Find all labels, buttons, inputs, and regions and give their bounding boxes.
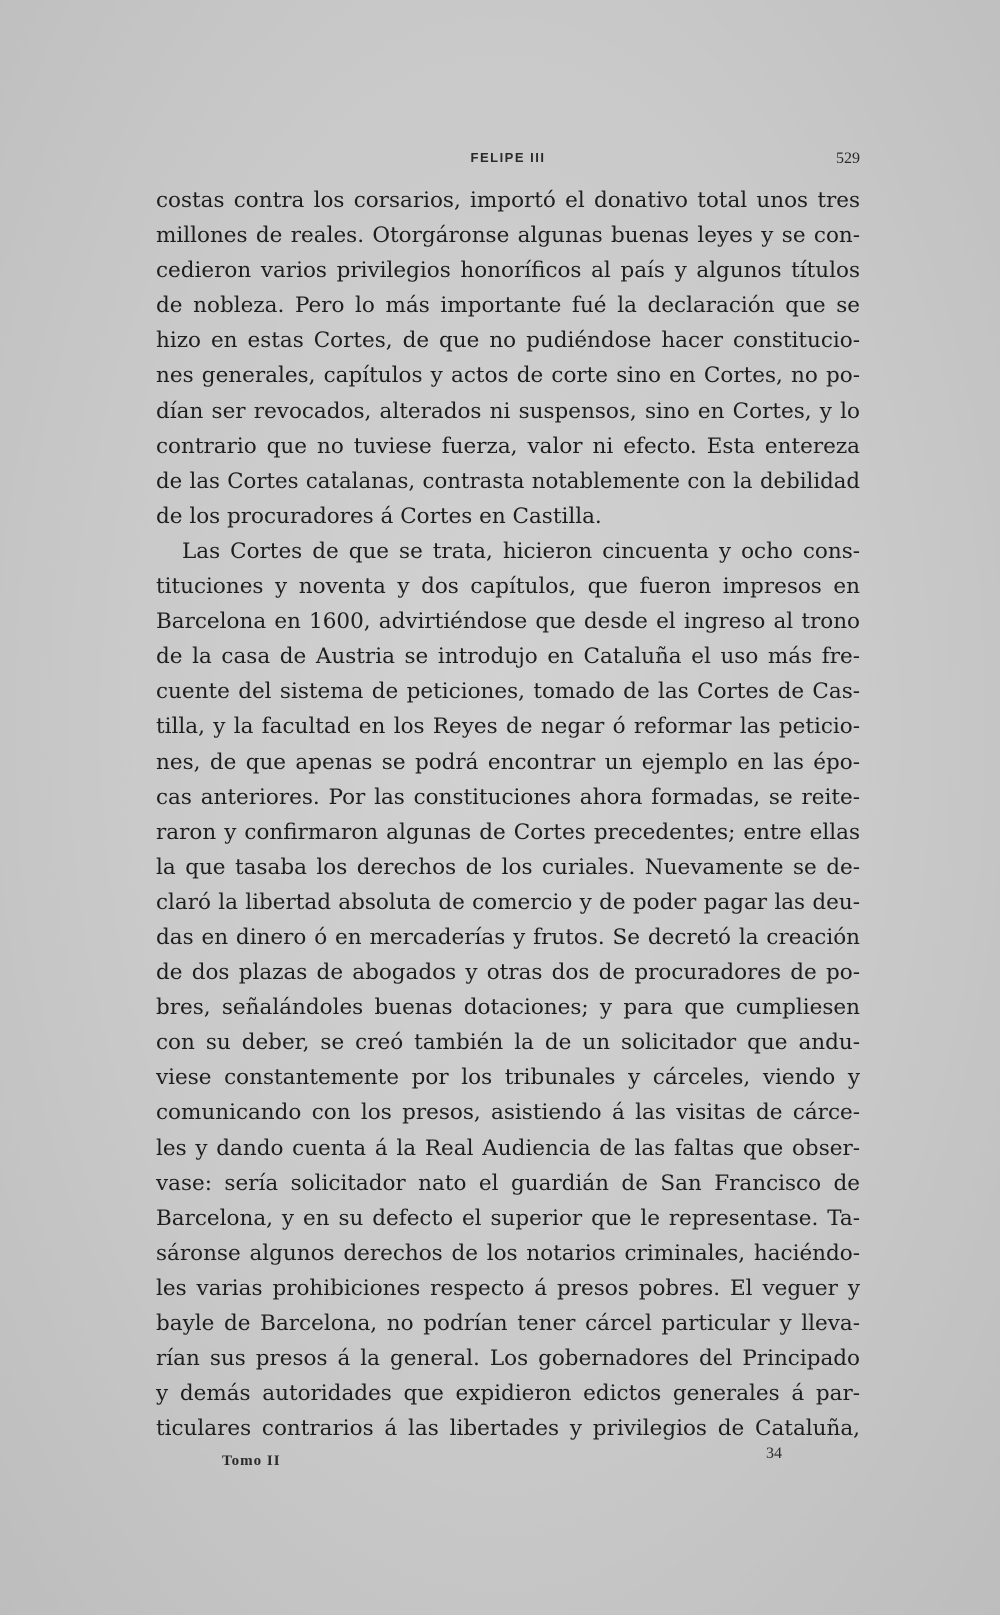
signature-mark: 34 bbox=[766, 1445, 782, 1462]
running-title: FELIPE III bbox=[470, 150, 546, 165]
text-line: costas contra los corsarios, importó el donativo total unos tres bbox=[156, 188, 860, 213]
text-line: cedieron varios privilegios honoríficos al país y algunos títulos bbox=[156, 258, 860, 284]
running-head bbox=[156, 150, 860, 174]
text-line: tilla, y la facultad en los Reyes de negar ó reformar las peticio- bbox=[156, 714, 860, 740]
text-line: nes generales, capítulos y actos de corte sino en Cortes, no po- bbox=[156, 363, 860, 389]
text-line: les y dando cuenta á la Real Audiencia de las faltas que obser- bbox=[156, 1135, 860, 1161]
text-line: sáronse algunos derechos de los notarios criminales, haciéndo- bbox=[156, 1240, 860, 1266]
text-line: de la casa de Austria se introdujo en Cataluña el uso más fre- bbox=[156, 644, 860, 670]
text-line: les varias prohibiciones respecto á presos pobres. El veguer y bbox=[156, 1275, 860, 1301]
text-line: de los procuradores á Cortes en Castilla. bbox=[156, 503, 602, 529]
text-line: de las Cortes catalanas, contrasta notablemente con la debilidad bbox=[156, 468, 860, 494]
text-line: comunicando con los presos, asistiendo á las visitas de cárce- bbox=[156, 1100, 860, 1126]
text-line: viese constantemente por los tribunales y cárceles, viendo y bbox=[156, 1065, 860, 1091]
text-line: hizo en estas Cortes, de que no pudiéndose hacer constitucio- bbox=[156, 328, 860, 354]
text-line: cas anteriores. Por las constituciones ahora formadas, se reite- bbox=[156, 784, 860, 810]
text-line: rían sus presos á la general. Los gobernadores del Principado bbox=[156, 1346, 860, 1372]
text-line: de nobleza. Pero lo más importante fué la declaración que se bbox=[156, 293, 860, 319]
text-line: Barcelona, y en su defecto el superior que le representase. Ta- bbox=[156, 1205, 860, 1231]
text-line: raron y confirmaron algunas de Cortes precedentes; entre ellas bbox=[156, 819, 860, 845]
text-line: con su deber, se creó también la de un solicitador que andu- bbox=[156, 1030, 860, 1056]
text-line: bres, señalándoles buenas dotaciones; y para que cumpliesen bbox=[156, 995, 860, 1021]
text-line: de dos plazas de abogados y otras dos de procuradores de po- bbox=[156, 960, 860, 986]
page-footer bbox=[222, 1445, 782, 1477]
text-line: claró la libertad absoluta de comercio y de poder pagar las deu- bbox=[156, 889, 860, 915]
text-line: ticulares contrarios á las libertades y privilegios de Cataluña, bbox=[156, 1416, 860, 1442]
text-line: das en dinero ó en mercaderías y frutos. Se decretó la creación bbox=[156, 924, 860, 950]
text-line: tituciones y noventa y dos capítulos, que fueron impresos en bbox=[156, 574, 860, 600]
page-number: 529 bbox=[836, 150, 860, 167]
text-line: nes, de que apenas se podrá encontrar un ejemplo en las épo- bbox=[156, 749, 860, 775]
body-text bbox=[156, 183, 860, 1446]
paragraph-2 bbox=[156, 534, 860, 1446]
text-line: dían ser revocados, alterados ni suspensos, sino en Cortes, y lo bbox=[156, 398, 860, 424]
text-line: contrario que no tuviese fuerza, valor ni efecto. Esta entereza bbox=[156, 433, 860, 459]
paragraph-1 bbox=[156, 183, 860, 534]
text-line: cuente del sistema de peticiones, tomado de las Cortes de Cas- bbox=[156, 679, 860, 705]
text-line: millones de reales. Otorgáronse algunas buenas leyes y se con- bbox=[156, 223, 860, 249]
text-line: bayle de Barcelona, no podrían tener cárcel particular y lleva- bbox=[156, 1311, 860, 1336]
volume-label: Tomo II bbox=[222, 1453, 281, 1469]
text-line: Las Cortes de que se trata, hicieron cincuenta y ocho cons- bbox=[182, 538, 860, 564]
text-line: la que tasaba los derechos de los curiales. Nuevamente se de- bbox=[156, 854, 860, 880]
text-line: Barcelona en 1600, advirtiéndose que desde el ingreso al trono bbox=[156, 609, 860, 635]
text-line: vase: sería solicitador nato el guardián de San Francisco de bbox=[156, 1170, 860, 1196]
text-line: y demás autoridades que expidieron edictos generales á par- bbox=[156, 1381, 860, 1407]
